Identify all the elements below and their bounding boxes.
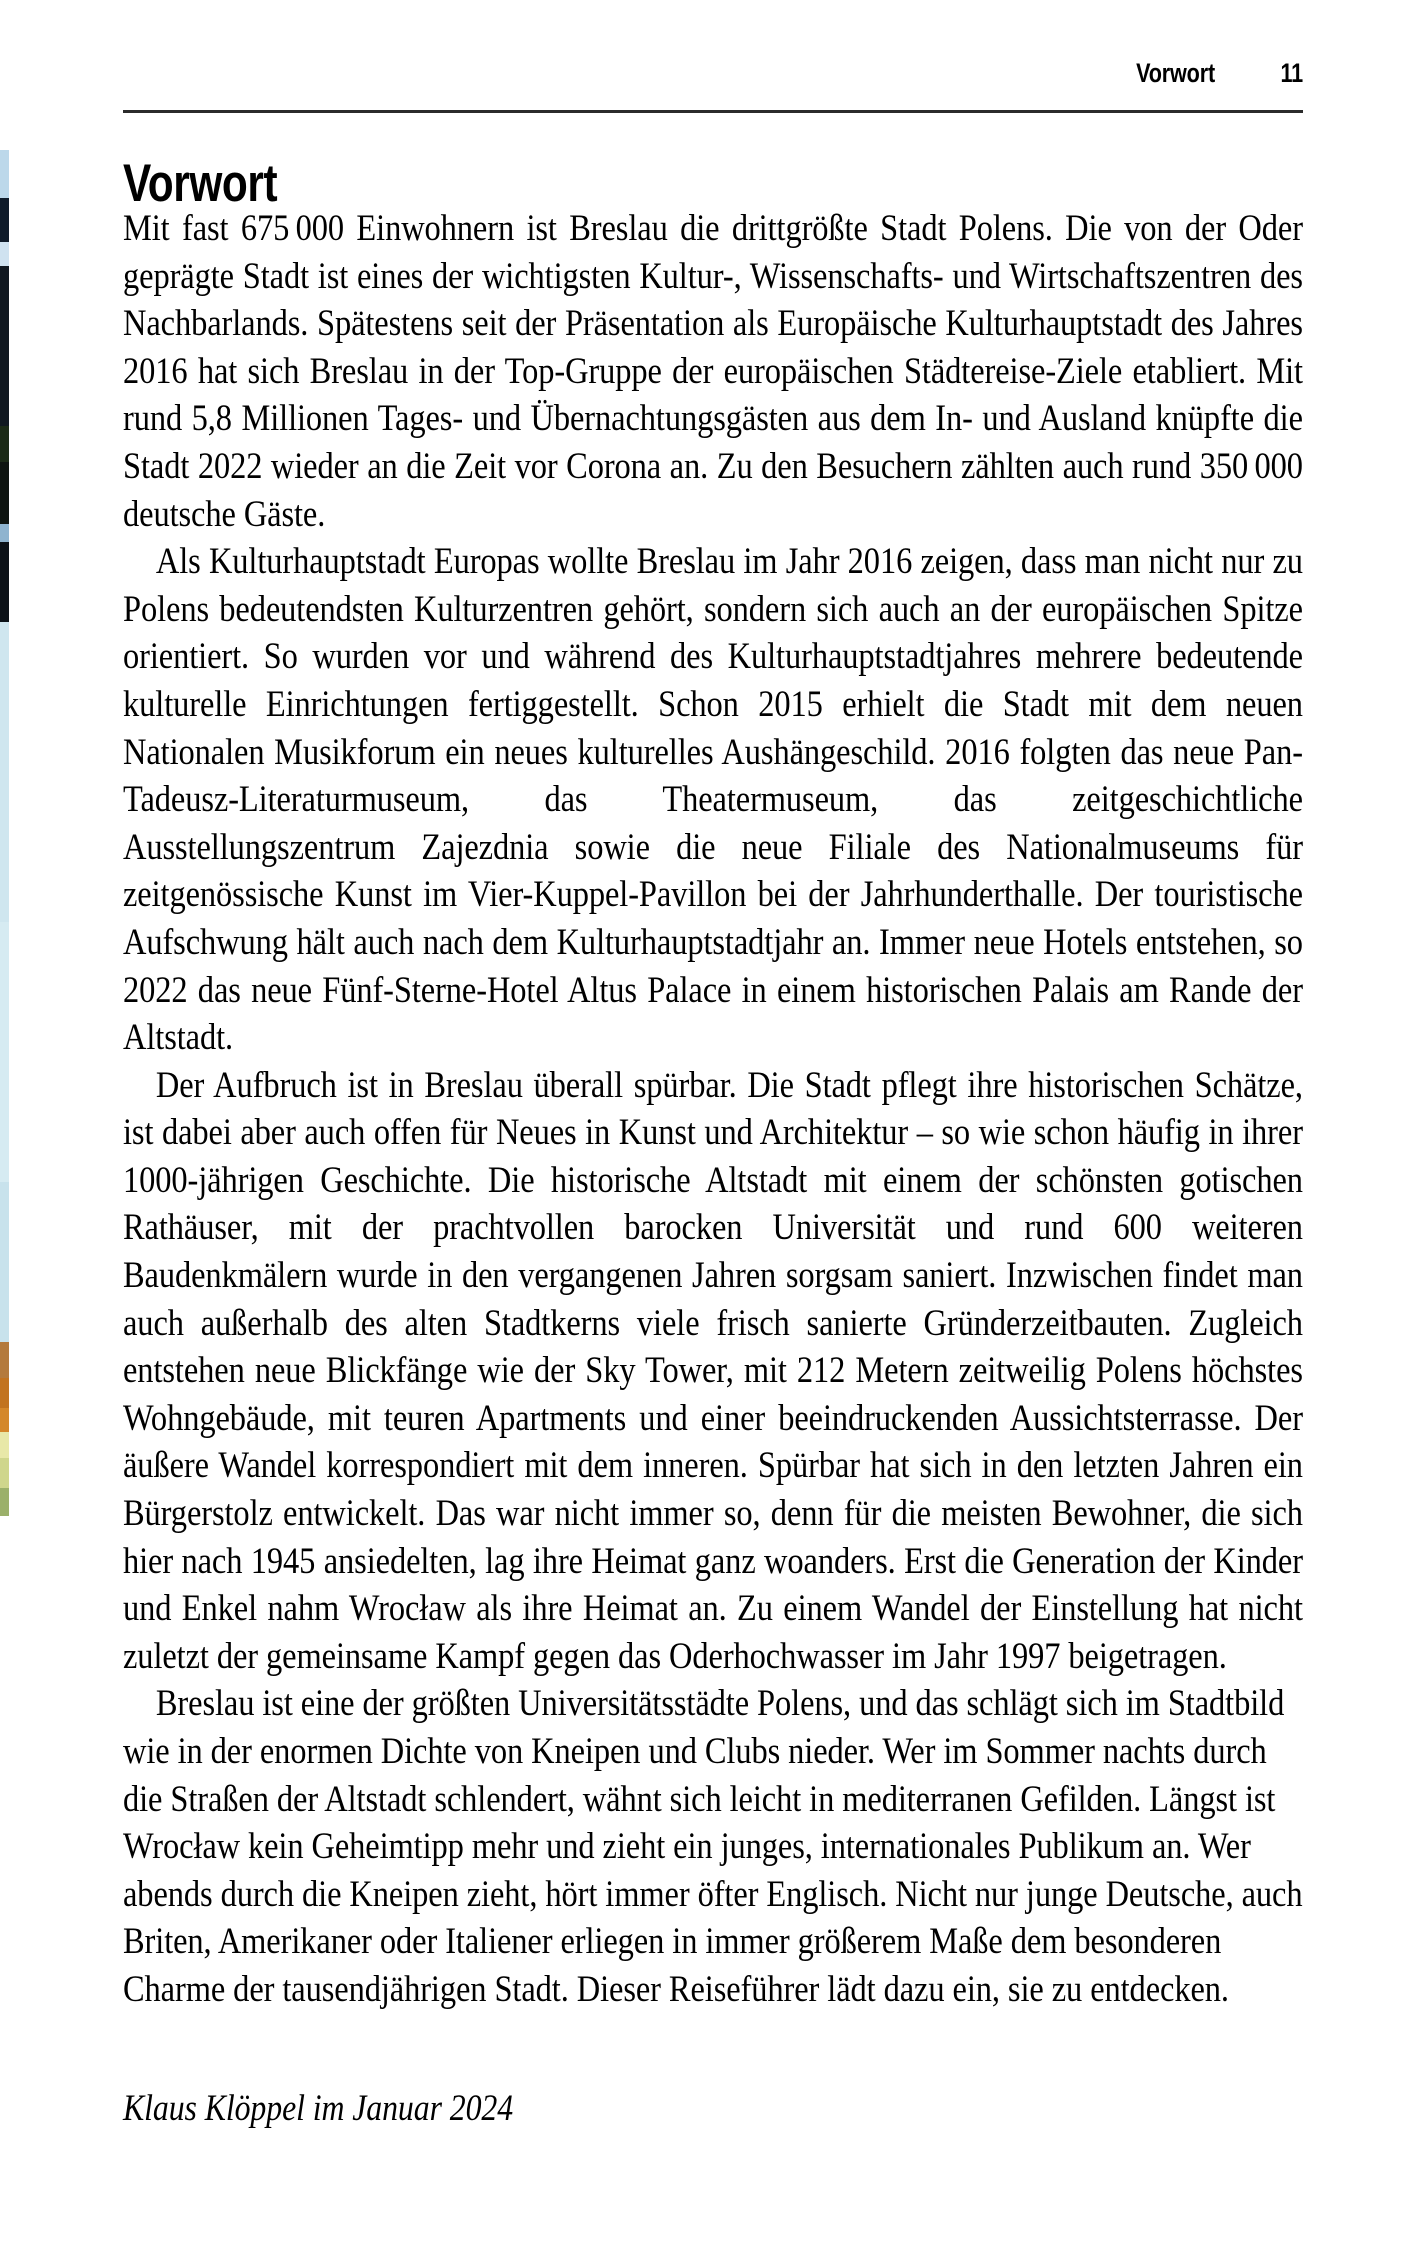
header-divider xyxy=(123,110,1303,113)
page-title: Vorwort xyxy=(123,153,278,213)
page-number: 11 xyxy=(1280,58,1303,88)
running-head-title: Vorwort xyxy=(1136,58,1215,88)
page-edge-tab xyxy=(0,198,9,242)
page-edge-tab xyxy=(0,1342,9,1378)
page-edge-tab xyxy=(0,1432,9,1458)
body-paragraph: Als Kulturhauptstadt Europas wollte Breslau im Jahr 2016 zeigen, dass man nicht nur zu Polens bedeutendsten Kulturzentren gehört, sondern sich auch an der europäischen Spitze orientiert. So wurden vor und während des Kulturhauptstadtjahres mehrere bedeutende kulturelle Einrichtungen fertiggestellt. Schon 2015 erhielt die Stadt mit dem neuen Nationalen Musikforum ein neues kulturelles Aushängeschild. 2016 folgten das neue Pan-Tadeusz-Literaturmuseum, das Theatermuseum, das zeitgeschichtliche Ausstellungszentrum Zajezdnia sowie die neue Filiale des Nationalmuseums für zeitgenössische Kunst im Vier-Kuppel-Pavillon bei der Jahrhunderthalle. Der touristische Aufschwung hält auch nach dem Kulturhauptstadtjahr an. Immer neue Hotels entstehen, so 2022 das neue Fünf-Sterne-Hotel Altus Palace in einem historischen Palais am Rande der Altstadt. xyxy=(123,541,1303,1059)
page-edge-tab xyxy=(0,622,9,922)
page-edge-tab xyxy=(0,1488,9,1516)
running-head xyxy=(359,58,1303,89)
page-edge-tab xyxy=(0,1458,9,1488)
page-edge-tab xyxy=(0,524,9,542)
page-edge-color-tabs xyxy=(0,0,9,2244)
page-edge-tab xyxy=(0,242,9,266)
page-edge-tab xyxy=(0,542,9,622)
page-edge-tab xyxy=(0,1408,9,1432)
body-text xyxy=(123,205,1303,2014)
body-paragraph: Der Aufbruch ist in Breslau überall spürbar. Die Stadt pflegt ihre historischen Schätze, ist dabei aber auch offen für Neues in Kunst und Architektur – so wie schon häufig in ihrer 1000-jährigen Geschichte. Die historische Altstadt mit einem der schönsten gotischen Rathäuser, mit der prachtvollen barocken Universität und rund 600 weiteren Baudenkmälern wurde in den vergangenen Jahren sorgsam saniert. Inzwischen findet man auch außerhalb des alten Stadtkerns viele frisch sanierte Gründerzeitbauten. Zugleich entstehen neue Blickfänge wie der Sky Tower, mit 212 Metern zeitweilig Polens höchstes Wohngebäude, mit teuren Apartments und einer beeindruckenden Aussichtsterrasse. Der äußere Wandel korrespondiert mit dem inneren. Spürbar hat sich in den letzten Jahren ein Bürgerstolz entwickelt. Das war nicht immer so, denn für die meisten Bewohner, die sich hier nach 1945 ansiedelten, lag ihre Heimat ganz woanders. Erst die Generation der Kinder und Enkel nahm Wrocław als ihre Heimat an. Zu einem Wandel der Einstellung hat nicht zuletzt der gemeinsame Kampf gegen das Oderhochwasser im Jahr 1997 beigetragen. xyxy=(123,1064,1303,1677)
body-paragraph: Mit fast 675 000 Einwohnern ist Breslau die drittgrößte Stadt Polens. Die von der Oder geprägte Stadt ist eines der wichtigsten Kultur-, Wissenschafts- und Wirtschaftszentren des Nachbarlands. Spätestens seit der Präsentation als Europäische Kulturhauptstadt des Jahres 2016 hat sich Breslau in der Top-Gruppe der europäischen Städtereise-Ziele etabliert. Mit rund 5,8 Millionen Tages- und Übernachtungsgästen aus dem In- und Ausland knüpfte die Stadt 2022 wieder an die Zeit vor Corona an. Zu den Besuchern zählten auch rund 350 000 deutsche Gäste. xyxy=(123,208,1303,535)
page-edge-tab xyxy=(0,150,9,198)
page-edge-tab xyxy=(0,462,9,524)
page-edge-tab xyxy=(0,426,9,462)
body-paragraph: Breslau ist eine der größten Universitätsstädte Polens, und das schlägt sich im Stadtbild wie in der enormen Dichte von Kneipen und Clubs nieder. Wer im Sommer nachts durch die Straßen der Altstadt schlendert, wähnt sich leicht in mediterranen Gefilden. Längst ist Wrocław kein Geheimtipp mehr und zieht ein junges, internationales Publikum an. Wer abends durch die Kneipen zieht, hört immer öfter Englisch. Nicht nur junge Deutsche, auch Briten, Amerikaner oder Italiener erliegen in immer größerem Maße dem besonderen Charme der tausendjährigen Stadt. Dieser Reiseführer lädt dazu ein, sie zu entdecken. xyxy=(123,1683,1303,2010)
page-content xyxy=(123,0,1303,2244)
author-signature: Klaus Klöppel im Januar 2024 xyxy=(123,2088,514,2129)
page-edge-tab xyxy=(0,266,9,426)
page-edge-tab xyxy=(0,1182,9,1342)
page-edge-tab xyxy=(0,922,9,1182)
page-edge-tab xyxy=(0,1378,9,1408)
